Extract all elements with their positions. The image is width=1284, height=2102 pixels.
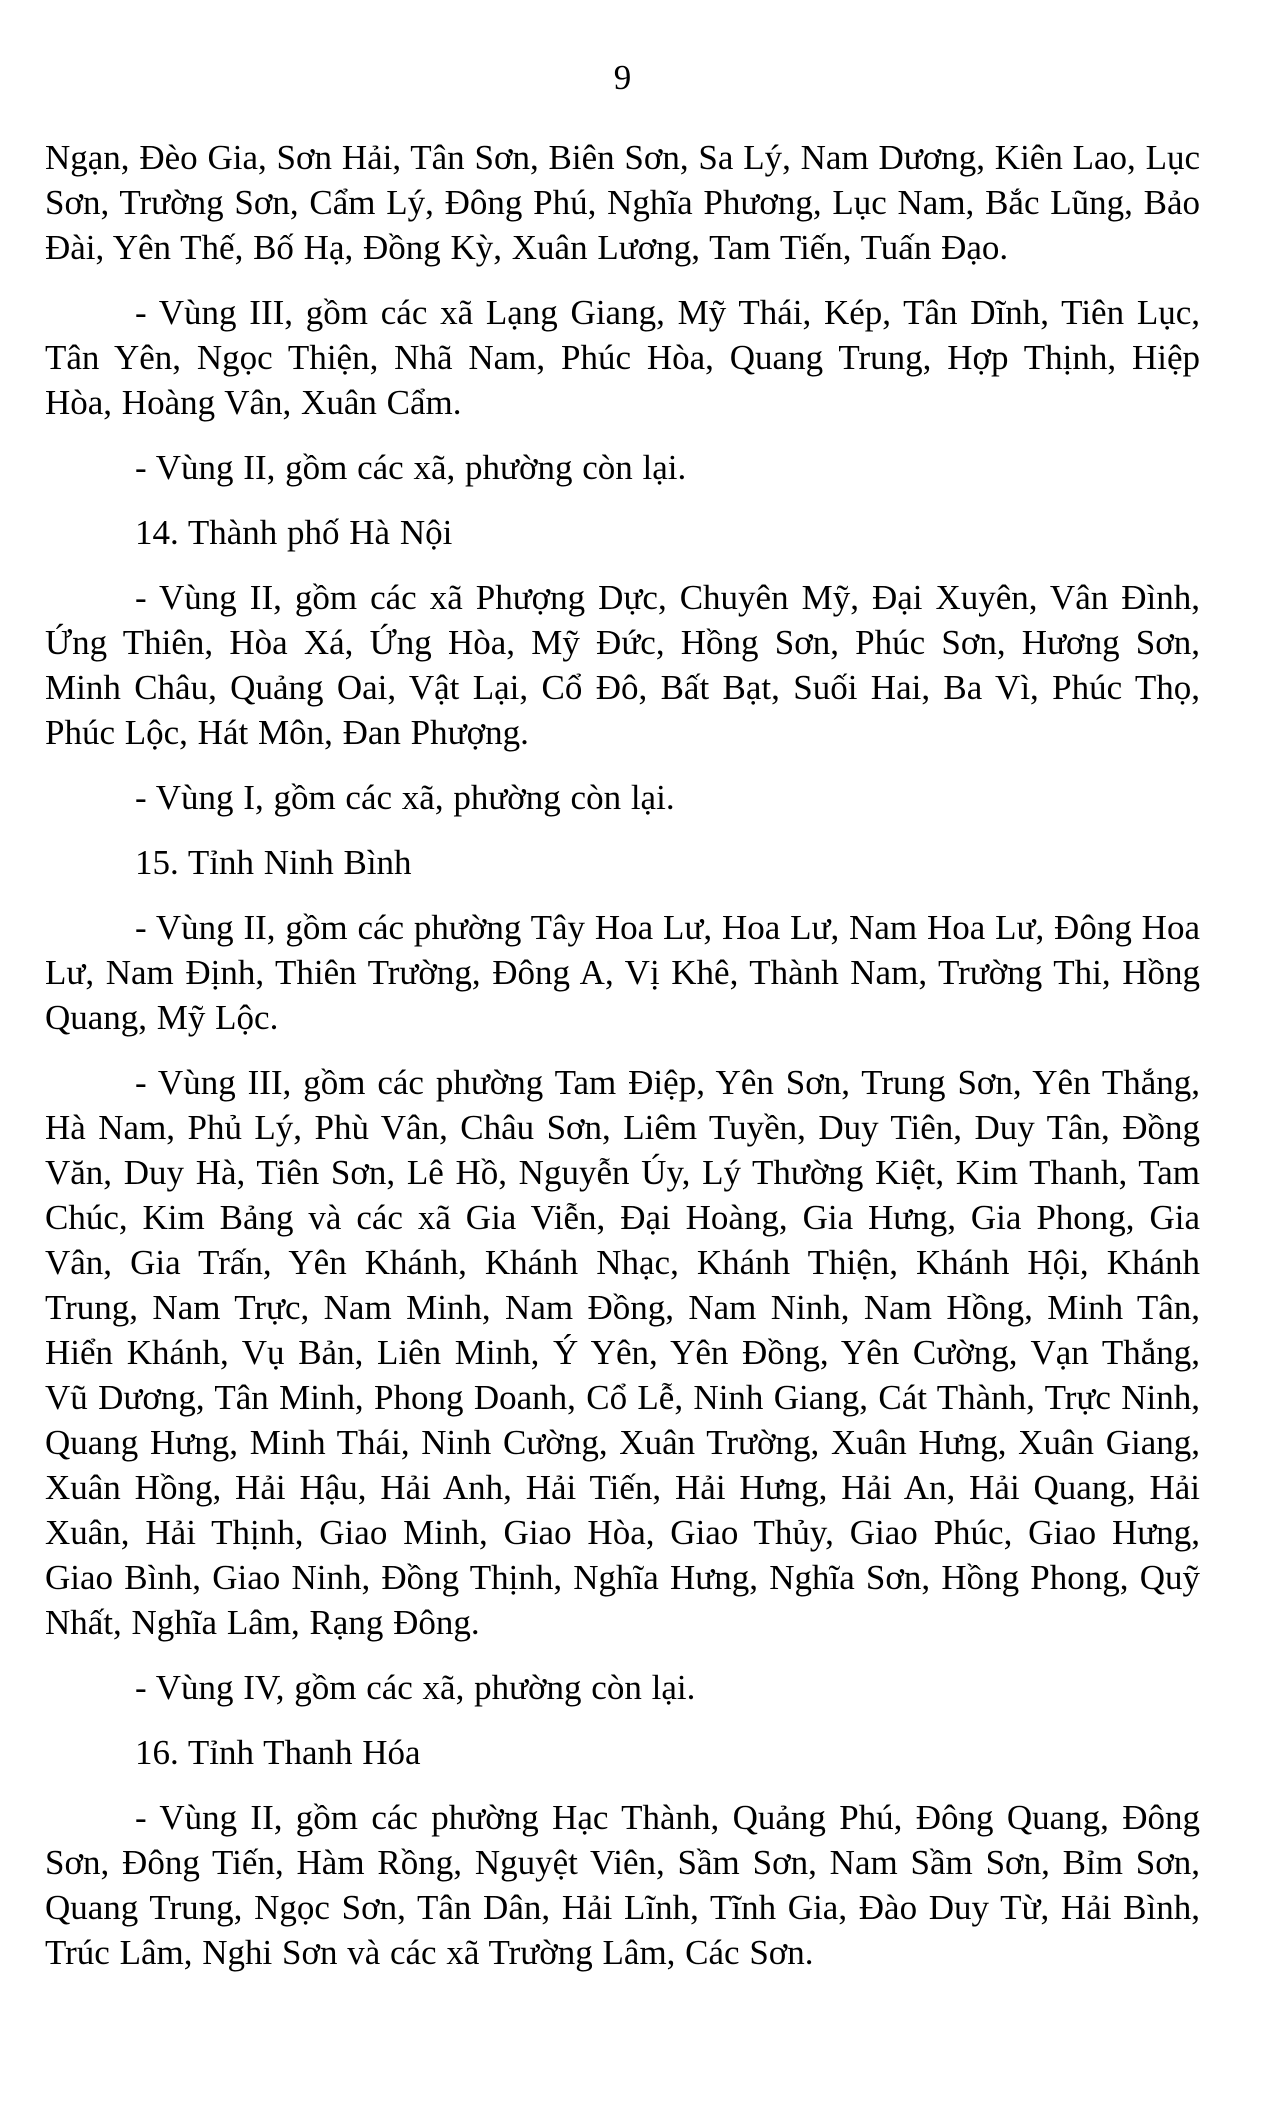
- paragraph-vung-iii-ninh-binh-item: - Vùng III, gồm các phường Tam Điệp, Yên Sơn, Trung Sơn, Yên Thắng, Hà Nam, Phủ Lý, Phù Vân, Châu Sơn, Liêm Tuyền, Duy Tiên, Duy Tân, Đồng Văn, Duy Hà, Tiên Sơn, Lê Hồ, Nguyễn Úy, Lý Thường Kiệt, Kim Thanh, Tam Chúc, Kim Bảng và các xã Gia Viễn, Đại Hoàng, Gia Hưng, Gia Phong, Gia Vân, Gia Trấn, Yên Khánh, Khánh Nhạc, Khánh Thiện, Khánh Hội, Khánh Trung, Nam Trực, Nam Minh, Nam Đồng, Nam Ninh, Nam Hồng, Minh Tân, Hiển Khánh, Vụ Bản, Liên Minh, Ý Yên, Yên Đồng, Yên Cường, Vạn Thắng, Vũ Dương, Tân Minh, Phong Doanh, Cổ Lễ, Ninh Giang, Cát Thành, Trực Ninh, Quang Hưng, Minh Thái, Ninh Cường, Xuân Trường, Xuân Hưng, Xuân Giang, Xuân Hồng, Hải Hậu, Hải Anh, Hải Tiến, Hải Hưng, Hải An, Hải Quang, Hải Xuân, Hải Thịnh, Giao Minh, Giao Hòa, Giao Thủy, Giao Phúc, Giao Hưng, Giao Bình, Giao Ninh, Đồng Thịnh, Nghĩa Hưng, Nghĩa Sơn, Hồng Phong, Quỹ Nhất, Nghĩa Lâm, Rạng Đông.: [45, 1063, 1200, 1642]
- paragraph-vung-ii-ninh-binh-item: - Vùng II, gồm các phường Tây Hoa Lư, Hoa Lư, Nam Hoa Lư, Đông Hoa Lư, Nam Định, Thiên Trường, Đông A, Vị Khê, Thành Nam, Trường Thi, Hồng Quang, Mỹ Lộc.: [45, 908, 1200, 1037]
- paragraph-vung-ii-ha-noi-item: - Vùng II, gồm các xã Phượng Dực, Chuyên Mỹ, Đại Xuyên, Vân Đình, Ứng Thiên, Hòa Xá, Ứng Hòa, Mỹ Đức, Hồng Sơn, Phúc Sơn, Hương Sơn, Minh Châu, Quảng Oai, Vật Lại, Cổ Đô, Bất Bạt, Suối Hai, Ba Vì, Phúc Thọ, Phúc Lộc, Hát Môn, Đan Phượng.: [45, 578, 1200, 752]
- paragraph-vung-i-remainder-item: - Vùng I, gồm các xã, phường còn lại.: [135, 778, 675, 817]
- section-heading-14-ha-noi: 14. Thành phố Hà Nội: [135, 513, 453, 552]
- page-number: 9: [613, 58, 632, 97]
- paragraph-vung-ii-thanh-hoa-item: - Vùng II, gồm các phường Hạc Thành, Quảng Phú, Đông Quang, Đông Sơn, Đông Tiến, Hàm Rồng, Nguyệt Viên, Sầm Sơn, Nam Sầm Sơn, Bỉm Sơn, Quang Trung, Ngọc Sơn, Tân Dân, Hải Lĩnh, Tĩnh Gia, Đào Duy Từ, Hải Bình, Trúc Lâm, Nghi Sơn và các xã Trường Lâm, Các Sơn.: [45, 1798, 1200, 1972]
- paragraph-vung-iii-item: - Vùng III, gồm các xã Lạng Giang, Mỹ Thái, Kép, Tân Dĩnh, Tiên Lục, Tân Yên, Ngọc Thiện, Nhã Nam, Phúc Hòa, Quang Trung, Hợp Thịnh, Hiệp Hòa, Hoàng Vân, Xuân Cẩm.: [45, 293, 1200, 422]
- section-heading-15-ninh-binh: 15. Tỉnh Ninh Bình: [135, 843, 412, 882]
- paragraph-commune-list-continuation: Ngạn, Đèo Gia, Sơn Hải, Tân Sơn, Biên Sơn, Sa Lý, Nam Dương, Kiên Lao, Lục Sơn, Trường Sơn, Cẩm Lý, Đông Phú, Nghĩa Phương, Lục Nam, Bắc Lũng, Bảo Đài, Yên Thế, Bố Hạ, Đồng Kỳ, Xuân Lương, Tam Tiến, Tuấn Đạo.: [45, 138, 1200, 267]
- paragraph-vung-iv-remainder-item: - Vùng IV, gồm các xã, phường còn lại.: [135, 1668, 696, 1707]
- paragraph-vung-ii-remainder-item: - Vùng II, gồm các xã, phường còn lại.: [135, 448, 687, 487]
- section-heading-16-thanh-hoa: 16. Tỉnh Thanh Hóa: [135, 1733, 421, 1772]
